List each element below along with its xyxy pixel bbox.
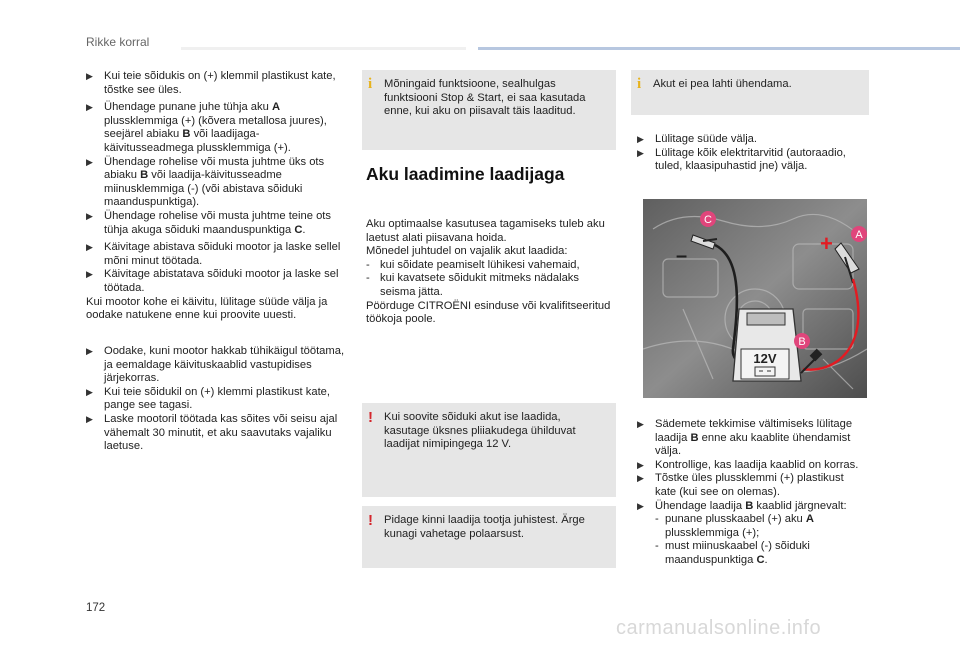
- marker-a: [851, 226, 867, 242]
- warning-box: [362, 403, 616, 497]
- list-item: ▶ Oodake, kuni mootor hakkab tühikäigul töötama, ja eemaldage käivituskaablid vastupidises järjekorras.: [86, 345, 345, 385]
- charger-voltage-label: 12V: [753, 351, 777, 366]
- arrow-bullet-icon: ▶: [86, 269, 93, 280]
- sub-list-item: - must miinuskaabel (-) sõiduki maanduspunktiga C.: [655, 540, 810, 566]
- arrow-bullet-icon: ▶: [86, 210, 93, 221]
- info-box-text: Mõningaid funktsioone, sealhulgas funktsiooni Stop & Start, ei saa kasutada enne, kui aku on piisavalt täis laaditud.: [384, 78, 586, 118]
- list-item: ▶ Kui teie sõidukis on (+) klemmil plastikust kate, tõstke see üles.: [86, 70, 336, 96]
- svg-text:C: C: [704, 214, 712, 226]
- arrow-bullet-icon: ▶: [86, 156, 93, 167]
- list-item: ▶ Sädemete tekkimise vältimiseks lülitage laadija B enne aku kaablite ühendamist välja.: [637, 418, 853, 458]
- warning-box-text: Pidage kinni laadija tootja juhistest. Ärge kunagi vahetage polaarsust.: [384, 514, 585, 540]
- paragraph: Aku optimaalse kasutusea tagamiseks tuleb aku laetust alati piisavana hoida.: [366, 218, 605, 244]
- arrow-bullet-icon: ▶: [637, 147, 644, 158]
- svg-text:B: B: [798, 336, 806, 348]
- list-item: ▶ Kontrollige, kas laadija kaablid on korras.: [637, 458, 859, 471]
- list-item: ▶ Laske mootoril töötada kas sõites või seisu ajal vähemalt 30 minutit, et aku saavutaks vajaliku laetuse.: [86, 412, 338, 453]
- column-1-block-1: [86, 70, 348, 323]
- watermark: carmanualsonline.info: [616, 617, 822, 639]
- page-number: 172: [86, 602, 106, 614]
- battery-charger: [733, 309, 801, 381]
- arrow-bullet-icon: ▶: [86, 102, 93, 113]
- info-box: [631, 70, 869, 115]
- arrow-bullet-icon: ▶: [637, 459, 644, 470]
- list-item: - kui sõidate peamiselt lühikesi vahemaid,: [366, 258, 580, 271]
- header-divider-right: [478, 47, 960, 50]
- info-icon: i: [368, 76, 373, 92]
- warning-icon: !: [368, 409, 373, 426]
- arrow-bullet-icon: ▶: [86, 71, 93, 81]
- section-heading: Aku laadimine laadijaga: [366, 164, 565, 184]
- list-item: - kui kavatsete sõidukit mitmeks nädalaks seisma jätta.: [366, 272, 579, 298]
- list-item: ▶ Ühendage laadija B kaablid järgnevalt:: [637, 499, 847, 512]
- info-box-text: Akut ei pea lahti ühendama.: [653, 78, 792, 90]
- list-item: ▶ Käivitage abistava sõiduki mootor ja laske sellel mõni minut töötada.: [86, 241, 341, 267]
- warning-box: [362, 506, 616, 568]
- arrow-bullet-icon: ▶: [86, 242, 93, 253]
- list-item: ▶ Kui teie sõidukil on (+) klemmi plastikust kate, pange see tagasi.: [86, 385, 331, 412]
- list-item: ▶ Ühendage rohelise või musta juhtme teine ots tühja akuga sõiduki maanduspunktiga C.: [86, 209, 331, 236]
- paragraph: Kui mootor kohe ei käivitu, lülitage süüde välja ja oodake natukene enne kui proovite uuesti.: [86, 295, 328, 322]
- paragraph: Pöörduge CITROËNI esinduse või kvalifitseeritud töökoja poole.: [366, 299, 611, 326]
- arrow-bullet-icon: ▶: [637, 473, 644, 484]
- list-item: ▶ Ühendage punane juhe tühja aku A plussklemmiga (+) (kõvera metallosa juures), seejärel abiaku B või laadijaga-käivitusseadmega plussklemmiga (+).: [86, 101, 327, 154]
- arrow-bullet-icon: ▶: [86, 413, 93, 424]
- column-1-block-2: [86, 345, 348, 454]
- minus-symbol: –: [676, 245, 688, 267]
- column-3-steps: [637, 133, 865, 174]
- arrow-bullet-icon: ▶: [637, 500, 644, 511]
- list-item: ▶ Tõstke üles plussklemmi (+) plastikust kate (kui see on olemas).: [637, 472, 844, 498]
- svg-text:A: A: [855, 229, 863, 241]
- sub-list-item: - punane plusskaabel (+) aku A plussklemmiga (+);: [655, 513, 814, 539]
- arrow-bullet-icon: ▶: [637, 134, 644, 144]
- warning-box-text: Kui soovite sõiduki akut ise laadida, kasutage üksnes pliiakudega ühilduvat laadijat nimipingega 12 V.: [384, 411, 576, 451]
- warning-icon: !: [368, 512, 373, 529]
- battery-charging-illustration: [643, 199, 867, 398]
- list-item: ▶ Lülitage kõik elektritarvitid (autoraadio, tuled, klaasipuhastid jne) välja.: [637, 146, 846, 173]
- list-item: ▶ Ühendage rohelise või musta juhtme üks ots abiaku B või laadija-käivitusseadme miinusklemmiga (-) (või abistava sõiduki maanduspunktiga).: [86, 155, 325, 209]
- paragraph: Mõnedel juhtudel on vajalik akut laadida:: [366, 245, 568, 258]
- marker-b: [794, 333, 810, 349]
- list-item: ▶ Lülitage süüde välja.: [637, 133, 758, 145]
- arrow-bullet-icon: ▶: [86, 346, 93, 356]
- section-title: Rikke korral: [86, 35, 150, 49]
- info-icon: i: [637, 76, 642, 92]
- plus-symbol: +: [820, 231, 833, 256]
- arrow-bullet-icon: ▶: [637, 419, 644, 429]
- header-divider-left: [181, 47, 466, 50]
- marker-c: [700, 211, 716, 227]
- arrow-bullet-icon: ▶: [86, 386, 93, 397]
- info-box: [362, 70, 616, 150]
- column-3-steps-2: [637, 418, 865, 568]
- charging-intro: [366, 218, 612, 327]
- list-item: ▶ Käivitage abistatava sõiduki mootor ja laske sel töötada.: [86, 268, 339, 294]
